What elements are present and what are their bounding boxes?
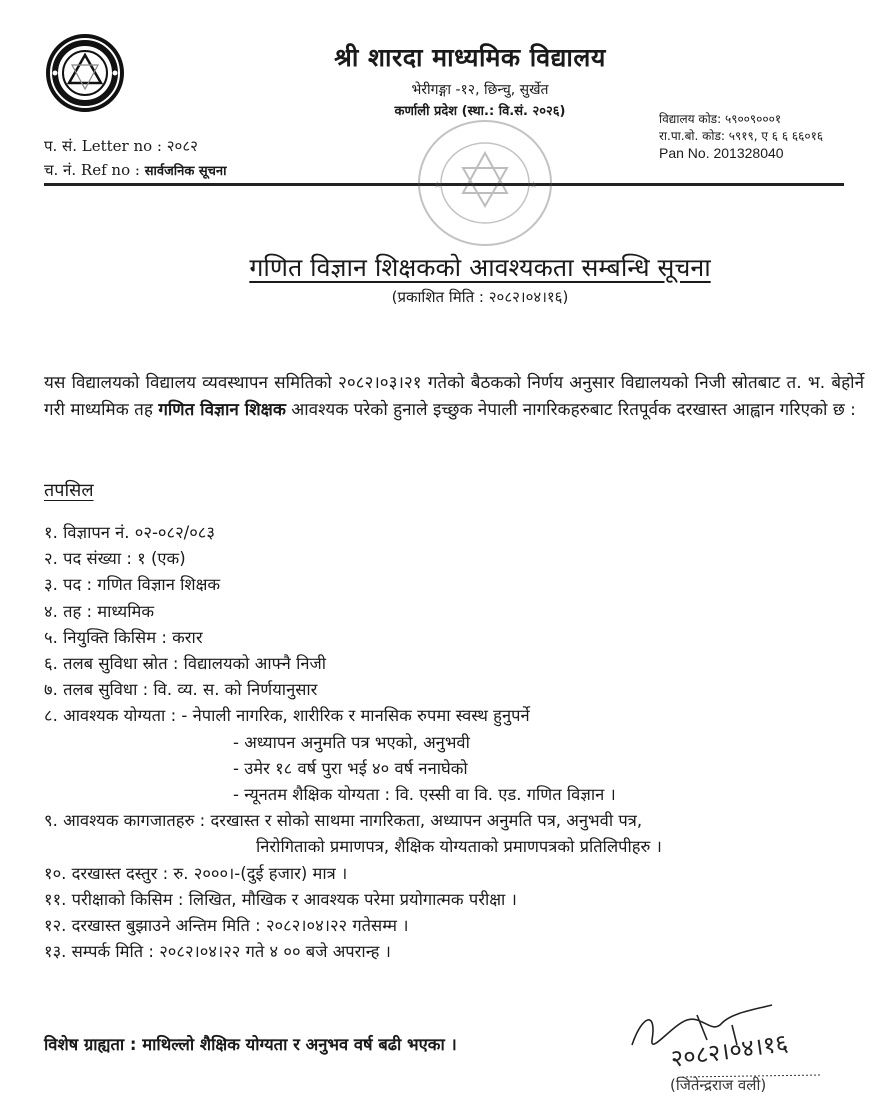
item-exam-type: ११. परीक्षाको किसिम : लिखित, मौखिक र आवश्यक परेमा प्रयोगात्मक परीक्षा । <box>44 889 517 909</box>
item-level: ४. तह : माध्यमिक <box>44 601 155 621</box>
intro-paragraph <box>44 370 864 424</box>
school-code: विद्यालय कोड: ५९००९०००१ <box>659 112 782 126</box>
letter-number-label: प. सं. Letter no : <box>44 137 167 155</box>
details-heading: तपसिल <box>44 480 94 501</box>
item-fee: १०. दरखास्त दस्तुर : रु. २०००।-(दुई हजार) मात्र । <box>44 863 348 883</box>
item-documents-cont: निरोगिताको प्रमाणपत्र, शैक्षिक योग्यताको प्रमाणपत्रको प्रतिलिपीहरु । <box>256 837 662 857</box>
item-ad-number: १. विज्ञापन नं. ०२-०८२/०८३ <box>44 523 215 542</box>
qualification-education: - न्यूनतम शैक्षिक योग्यता : वि. एस्सी वा वि. एड. गणित विज्ञान । <box>233 785 616 805</box>
reference-number <box>44 160 226 180</box>
pan-number: Pan No. 201328040 <box>659 145 784 161</box>
svg-text:★: ★ <box>433 180 442 191</box>
qualification-license: - अध्यापन अनुमति पत्र भएको, अनुभवी <box>233 732 470 752</box>
school-logo <box>45 33 125 113</box>
signer-name: (जितेन्द्रराज वली) <box>670 1076 767 1094</box>
item-appointment-type: ५. नियुक्ति किसिम : करार <box>44 627 203 647</box>
signature-date: २०८२।०४।१६ <box>668 1028 790 1073</box>
reference-number-value: सार्वजनिक सूचना <box>144 164 227 179</box>
school-province-established: कर्णाली प्रदेश (स्था.: वि.सं. २०२६) <box>394 104 566 119</box>
school-address: भेरीगङ्गा -१२, छिन्चु, सुर्खेत <box>411 82 549 98</box>
item-post: ३. पद : गणित विज्ञान शिक्षक <box>44 575 221 595</box>
item-salary-source: ६. तलब सुविधा स्रोत : विद्यालयको आफ्नै निजी <box>44 654 327 674</box>
qualification-age: - उमेर १८ वर्ष पुरा भई ४० वर्ष ननाघेको <box>233 758 468 778</box>
item-contact-date: १३. सम्पर्क मिति : २०८२।०४।२२ गते ४ ०० बजे अपरान्ह । <box>44 942 391 962</box>
notice-title: गणित विज्ञान शिक्षकको आवश्यकता सम्बन्धि सूचना <box>249 253 711 282</box>
letter-number <box>44 136 198 156</box>
item-deadline: १२. दरखास्त बुझाउने अन्तिम मिति : २०८२।०४।२२ गतेसम्म । <box>44 916 409 936</box>
school-codes <box>659 111 823 162</box>
item-documents: ९. आवश्यक कागजातहरु : दरखास्त र सोको साथमा नागरिकता, अध्यापन अनुमति पत्र, अनुभवी पत्र, <box>44 811 643 831</box>
details-list <box>44 520 864 965</box>
letter-number-value: २०८२ <box>166 137 198 155</box>
item-qualification: ८. आवश्यक योग्यता : - नेपाली नागरिक, शारीरिक र मानसिक रुपमा स्वस्थ हुनुपर्ने <box>44 706 530 726</box>
special-preference: विशेष ग्राह्यता : माथिल्लो शैक्षिक योग्यता र अनुभव वर्ष बढी भएका । <box>44 1035 457 1054</box>
published-date: (प्रकाशित मिति : २०८२।०४।१६) <box>391 288 569 306</box>
school-name: श्री शारदा माध्यमिक विद्यालय <box>334 43 606 72</box>
svg-text:★: ★ <box>529 180 538 191</box>
school-stamp <box>415 118 555 248</box>
intro-text-2: आवश्यक परेको हुनाले इच्छुक नेपाली नागरिकहरुबाट रितपूर्वक दरखास्त आह्वान गरिएको छ : <box>285 400 856 420</box>
reference-number-label: च. नं. Ref no : <box>44 161 145 179</box>
intro-position-highlight: गणित विज्ञान शिक्षक <box>158 400 286 420</box>
rapabo-code: रा.पा.बो. कोड: ५९१९, ए ६ ६ ६६०१६ <box>659 129 824 143</box>
intro-text-1: यस विद्यालयको विद्यालय व्यवस्थापन समितिको २०८२।०३।२१ गतेको बैठकको निर्णय अनुसार विद्यालयको निजी स्रोतबाट त. भ. बेहोर्ने गरी माध्यमिक तह <box>44 373 864 420</box>
item-salary: ७. तलब सुविधा : वि. व्य. स. को निर्णयानुसार <box>44 680 318 700</box>
item-post-count: २. पद संख्या : १ (एक) <box>44 549 186 569</box>
